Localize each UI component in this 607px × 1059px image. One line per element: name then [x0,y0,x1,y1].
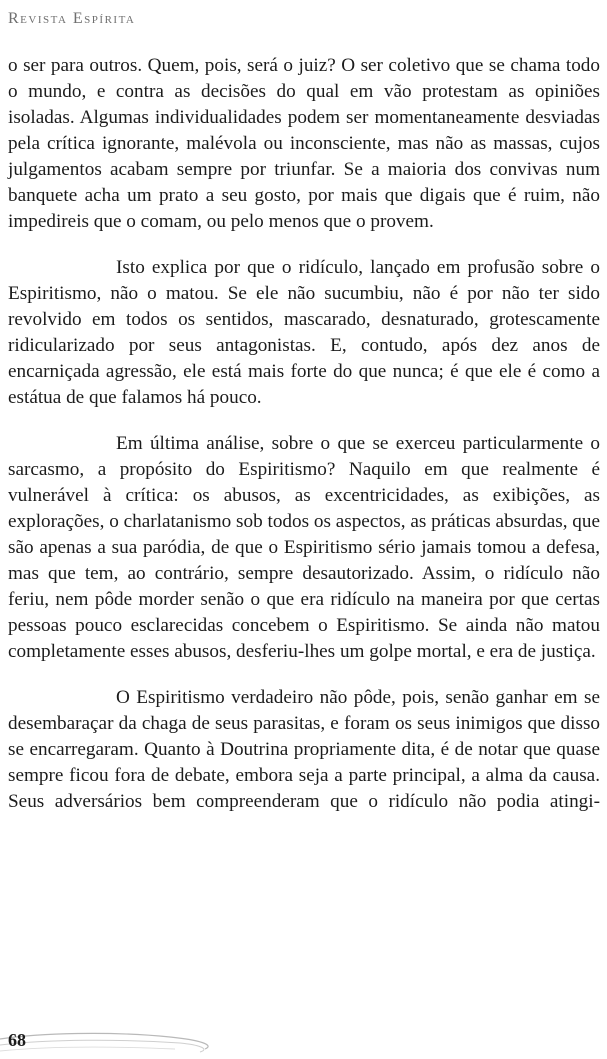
body-text [8,53,600,815]
page-number: 68 [8,1030,26,1050]
paragraph-1: o ser para outros. Quem, pois, será o juiz? O ser coletivo que se chama todo o mundo, e contra as decisões do qual em vão protestam as opiniões isoladas. Algumas individualidades podem ser momentaneamente desviadas pela crítica ignorante, malévola ou inconsciente, mas não as massas, cujos julgamentos acabam sempre por triunfar. Se a maioria dos convivas num banquete acha um prato a seu gosto, por mais que digais que é ruim, não impedireis que o comam, ou pelo menos que o provem. [8,55,600,232]
paragraph-3: Em última análise, sobre o que se exerceu particularmente o sarcasmo, a propósito do Espiritismo? Naquilo em que realmente é vulnerável à crítica: os abusos, as excentricidades, as exibições, as explorações, o charlatanismo sob todos os aspectos, as práticas absurdas, que são apenas a sua paródia, de que o Espiritismo sério jamais tomou a defesa, mas que tem, ao contrário, sempre desautorizado. Assim, o ridículo não feriu, nem pôde morder senão o que era ridículo na maneira por que certas pessoas pouco esclarecidas concebem o Espiritismo. Se ainda não matou completamente esses abusos, desferiu-lhes um golpe mortal, e era de justiça. [8,433,600,662]
paragraph-2: Isto explica por que o ridículo, lançado em profusão sobre o Espiritismo, não o matou. Se ele não sucumbiu, não é por não ter sido revolvido em todos os sentidos, mascarado, desnaturado, grotescamente ridicularizado por seus antagonistas. E, contudo, após dez anos de encarniçada agressão, ele está mais forte do que nunca; é que ele é como a estátua de que falamos há pouco. [8,257,600,408]
paragraph-4: O Espiritismo verdadeiro não pôde, pois, senão ganhar em se desembaraçar da chaga de seus parasitas, e foram os seus inimigos que disso se encarregaram. Quanto à Doutrina propriamente dita, é de notar que quase sempre ficou fora de debate, embora seja a parte principal, a alma da causa. Seus adversários bem compreenderam que o ridículo não podia atingi- [8,687,600,812]
footer-swoosh-ornament [0,1019,260,1059]
running-header-title: Revista Espírita [8,10,136,27]
